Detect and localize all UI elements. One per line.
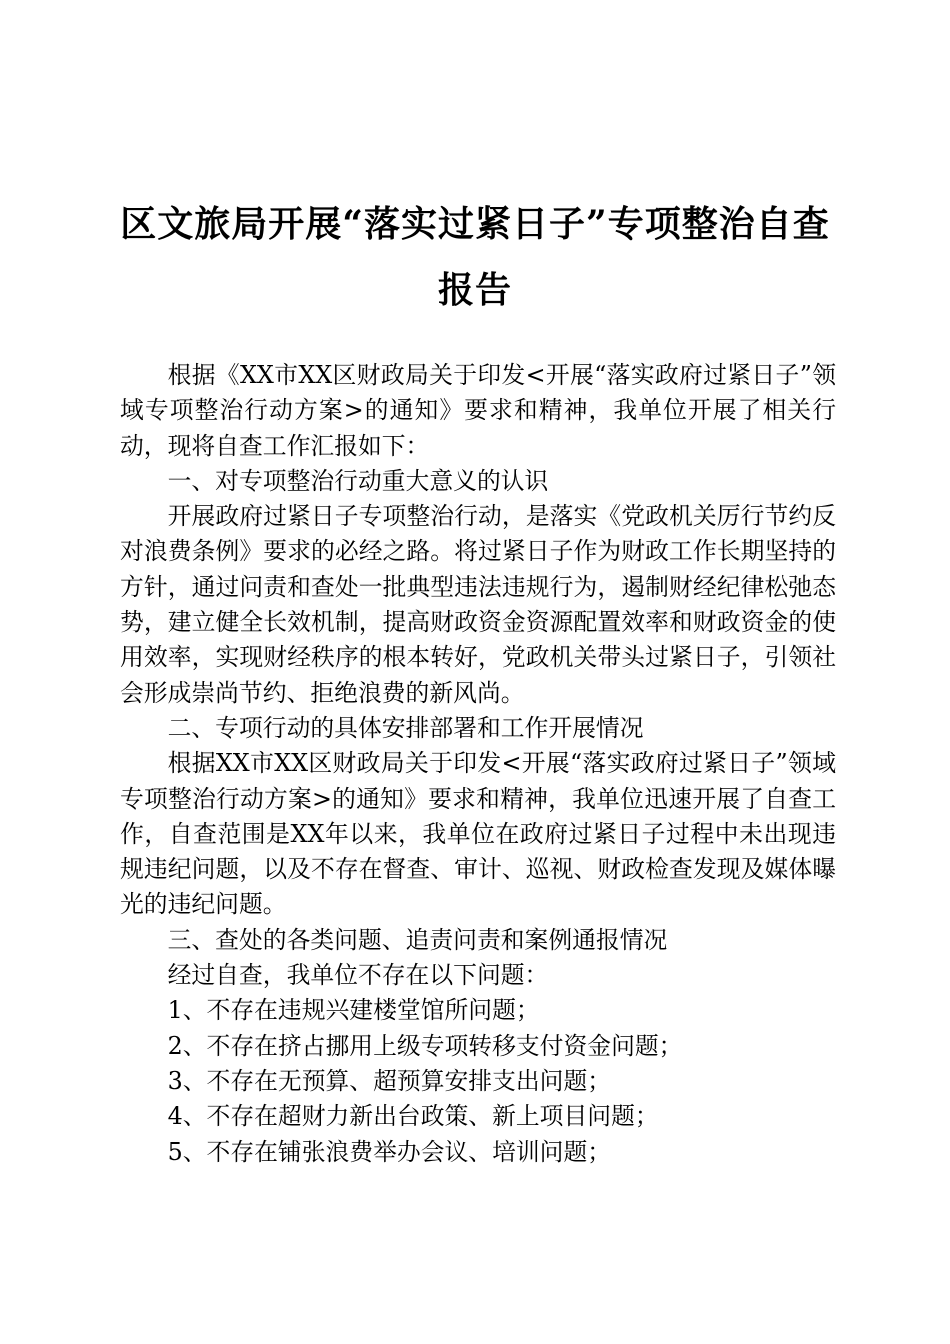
list-item-5: 5、不存在铺张浪费举办会议、培训问题； [167,1137,612,1166]
document-title-line-1: 区文旅局开展“落实过紧日子”专项整治自查 [120,203,830,245]
document-title-line-2: 报告 [437,269,512,311]
section-3-intro: 经过自查，我单位不存在以下问题： [167,961,549,990]
section-heading-3: 三、查处的各类问题、追责问责和案例通报情况 [167,925,668,954]
section-2-paragraph: 根据XX市XX区财政局关于印发<开展“落实政府过紧日子”领域专项整治行动方案>的通知》要求和精神，我单位迅速开展了自查工作，自查范围是XX年以来，我单位在政府过紧日子过程中未出现违规违纪问题，以及不存在督查、审计、巡视、财政检查发现及媒体曝光的违纪问题。 [120,749,836,919]
list-item-2: 2、不存在挤占挪用上级专项转移支付资金问题； [167,1031,683,1060]
section-1-paragraph: 开展政府过紧日子专项整治行动，是落实《党政机关厉行节约反对浪费条例》要求的必经之路。将过紧日子作为财政工作长期坚持的方针，通过问责和查处一批典型违法违规行为，遏制财经纪律松弛态势，建立健全长效机制，提高财政资金资源配置效率和财政资金的使用效率，实现财经秩序的根本转好，党政机关带头过紧日子，引领社会形成崇尚节约、拒绝浪费的新风尚。 [120,502,836,707]
section-heading-1: 一、对专项整治行动重大意义的认识 [167,466,549,495]
list-item-1: 1、不存在违规兴建楼堂馆所问题； [167,996,540,1025]
document-body [120,358,836,1170]
list-item-3: 3、不存在无预算、超预算安排支出问题； [167,1066,612,1095]
list-item-4: 4、不存在超财力新出台政策、新上项目问题； [167,1102,659,1131]
section-heading-2: 二、专项行动的具体安排部署和工作开展情况 [167,713,644,742]
intro-paragraph: 根据《XX市XX区财政局关于印发<开展“落实政府过紧日子”领域专项整治行动方案>的通知》要求和精神，我单位开展了相关行动，现将自查工作汇报如下： [120,361,836,460]
